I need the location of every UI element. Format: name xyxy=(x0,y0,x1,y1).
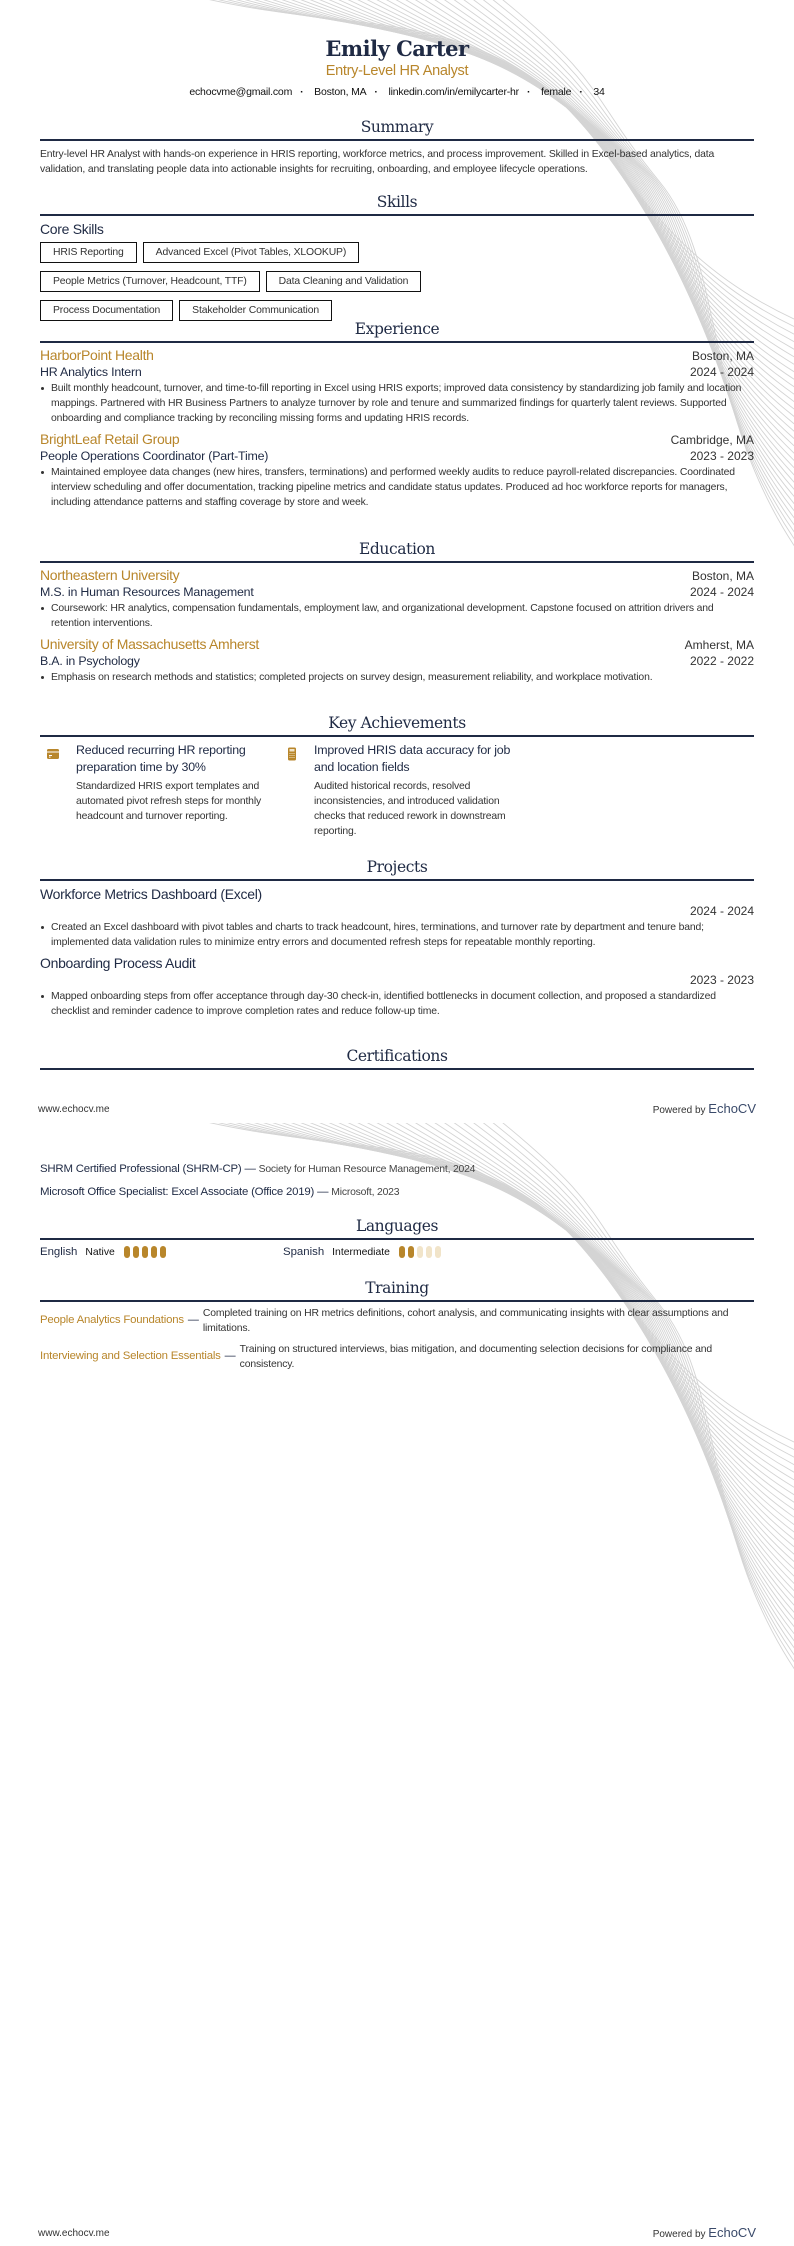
contact-gender: female xyxy=(541,86,572,98)
project-name: Onboarding Process Audit xyxy=(40,955,196,971)
skill-tag: Advanced Excel (Pivot Tables, XLOOKUP) xyxy=(143,242,359,263)
job-bullet: Maintained employee data changes (new hires, transfers, terminations) and performed weekly audits to reduce payroll-related discrepancies. Coordinated interview scheduling and offer documentation, tracking pipeline metrics and candidate status updates. Produced ad hoc workforce reports for managers, including attendance patterns and staffing coverage by store and week. xyxy=(40,465,754,510)
contact-linkedin[interactable]: linkedin.com/in/emilycarter-hr xyxy=(388,86,519,98)
wave-line xyxy=(487,1123,794,1696)
languages-section xyxy=(40,1217,754,1258)
project-bullet: Mapped onboarding steps from offer acceptance through day-30 check-in, identified bottlenecks in document collection, and proposed a standardized checklist and reminder cadence to improve completion rates and reduce follow-up time. xyxy=(40,989,754,1019)
section-heading: Languages xyxy=(40,1217,754,1240)
wave-line xyxy=(457,1123,794,1672)
school-name: University of Massachusetts Amherst xyxy=(40,636,260,652)
summary-text: Entry-level HR Analyst with hands-on experience in HRIS reporting, workforce metrics, and process improvement. Skilled in Excel-based analytics, data validation, and translating people data into actionable insights for recruiting, onboarding, and employee lifecycle operations. xyxy=(40,149,715,175)
skill-tag: Stakeholder Communication xyxy=(179,300,332,321)
project-bullet: Created an Excel dashboard with pivot tables and charts to track headcount, hires, terminations, and turnover rate by department and tenure band; implemented data validation rules to minimize entry errors and documented refresh steps for repeatable monthly reporting. xyxy=(40,920,754,950)
wave-line xyxy=(467,1123,794,1680)
achievement-description: Audited historical records, resolved inconsistencies, and introduced validation checks that reduced rework in downstream reporting. xyxy=(314,781,506,837)
job-title: HR Analytics Intern xyxy=(40,365,142,379)
project-entry xyxy=(40,955,754,1019)
section-heading: Summary xyxy=(40,118,754,141)
rating-pip xyxy=(399,1246,405,1258)
language-rating xyxy=(124,1246,166,1258)
training-description: Completed training on HR metrics definitions, cohort analysis, and communicating insights with clear assumptions and limitations. xyxy=(202,1308,729,1334)
rating-pip xyxy=(435,1246,441,1258)
rating-pip xyxy=(426,1246,432,1258)
project-name: Workforce Metrics Dashboard (Excel) xyxy=(40,886,262,902)
school-location: Amherst, MA xyxy=(684,638,754,652)
projects-section xyxy=(40,858,754,1019)
achievement-item xyxy=(314,742,524,839)
skill-group-title: Core Skills xyxy=(40,221,104,237)
certification-name: Microsoft Office Specialist: Excel Associate (Office 2019) xyxy=(40,1186,315,1198)
language-rating xyxy=(399,1246,441,1258)
rating-pip xyxy=(124,1246,130,1258)
certification-item: SHRM Certified Professional (SHRM-CP) — Society for Human Resource Management, 2024 xyxy=(40,1163,476,1175)
certification-name: SHRM Certified Professional (SHRM-CP) xyxy=(40,1163,242,1175)
achievement-description: Standardized HRIS export templates and automated pivot refresh steps for monthly headcount and turnover reporting. xyxy=(76,781,262,822)
certification-item: Microsoft Office Specialist: Excel Associate (Office 2019) — Microsoft, 2023 xyxy=(40,1186,400,1198)
training-item: Interviewing and Selection Essentials — Training on structured interviews, bias mitigation, and documenting selection decisions for compliance and consistency. xyxy=(40,1342,754,1372)
achievement-title: Improved HRIS data accuracy for job and location fields xyxy=(314,743,511,774)
rating-pip xyxy=(133,1246,139,1258)
job-location: Cambridge, MA xyxy=(670,433,754,447)
wave-line xyxy=(477,1123,794,1688)
degree: M.S. in Human Resources Management xyxy=(40,585,254,599)
company-name: HarborPoint Health xyxy=(40,347,154,363)
achievement-title: Reduced recurring HR reporting preparation time by 30% xyxy=(76,743,246,774)
contact-location: Boston, MA xyxy=(314,86,367,98)
job-dates: 2024 - 2024 xyxy=(689,365,754,379)
wave-line xyxy=(447,1123,794,1664)
footer-site[interactable]: www.echocv.me xyxy=(38,2228,110,2239)
training-name: People Analytics Foundations xyxy=(40,1314,184,1326)
education-dates: 2022 - 2022 xyxy=(689,654,754,668)
section-heading: Certifications xyxy=(40,1047,754,1070)
certification-issuer: Microsoft, 2023 xyxy=(331,1187,400,1198)
resume-page-2 xyxy=(0,1123,794,2246)
language-name: English xyxy=(40,1246,78,1258)
company-name: BrightLeaf Retail Group xyxy=(40,431,180,447)
job-location: Boston, MA xyxy=(691,349,754,363)
training-item: People Analytics Foundations — Completed training on HR metrics definitions, cohort analysis, and communicating insights with clear assumptions and limitations. xyxy=(40,1306,754,1336)
powered-by-label: Powered by xyxy=(652,1105,706,1116)
footer-site[interactable]: www.echocv.me xyxy=(38,1104,110,1115)
section-heading: Training xyxy=(40,1279,754,1302)
project-entry xyxy=(40,886,754,950)
section-heading: Key Achievements xyxy=(40,714,754,737)
skill-tags xyxy=(40,242,540,321)
experience-section xyxy=(40,320,754,510)
certification-list xyxy=(40,1158,754,1204)
training-description: Training on structured interviews, bias mitigation, and documenting selection decisions for compliance and consistency. xyxy=(239,1344,712,1370)
certifications-section xyxy=(40,1047,754,1070)
job-dates: 2023 - 2023 xyxy=(689,449,754,463)
education-bullet: Emphasis on research methods and statistics; completed projects on survey design, measurement reliability, and workplace motivation. xyxy=(40,670,754,685)
section-heading: Education xyxy=(40,540,754,563)
contact-email[interactable]: echocvme@gmail.com xyxy=(189,86,293,98)
project-dates: 2024 - 2024 xyxy=(689,904,754,918)
summary-section xyxy=(40,118,754,177)
education-entry xyxy=(40,636,754,685)
education-section xyxy=(40,540,754,685)
language-level: Intermediate xyxy=(332,1246,390,1258)
section-heading: Projects xyxy=(40,858,754,881)
language-item xyxy=(283,1246,441,1258)
job-bullet: Built monthly headcount, turnover, and time-to-fill reporting in Excel using HRIS exports; improved data consistency by standardizing job family and location mappings. Partnered with HR Business Partners to analyze turnover by role and tenure and summarized findings for quarterly talent reviews. Supported onboarding and compliance tracking by reconciling missing forms and updating HRIS records. xyxy=(40,381,754,426)
certification-issuer: Society for Human Resource Management, 2024 xyxy=(258,1164,476,1175)
card-icon xyxy=(46,747,60,761)
achievement-item xyxy=(76,742,306,824)
contact-age: 34 xyxy=(593,86,605,98)
skill-tag: HRIS Reporting xyxy=(40,242,137,263)
education-entry xyxy=(40,567,754,631)
calculator-icon xyxy=(285,747,299,761)
rating-pip xyxy=(417,1246,423,1258)
skill-tag: Process Documentation xyxy=(40,300,173,321)
candidate-name: Emily Carter xyxy=(325,36,469,61)
experience-entry xyxy=(40,431,754,510)
powered-by-label: Powered by xyxy=(652,2229,706,2240)
project-dates: 2023 - 2023 xyxy=(689,973,754,987)
education-dates: 2024 - 2024 xyxy=(689,585,754,599)
wave-line xyxy=(497,1123,794,1704)
education-bullet: Coursework: HR analytics, compensation fundamentals, employment law, and organizational development. Capstone focused on attrition drivers and retention interventions. xyxy=(40,601,754,631)
rating-pip xyxy=(160,1246,166,1258)
brand-logo[interactable]: EchoCV xyxy=(708,2225,756,2240)
section-heading: Experience xyxy=(40,320,754,343)
footer-powered xyxy=(653,2225,756,2240)
rating-pip xyxy=(151,1246,157,1258)
experience-entry xyxy=(40,347,754,426)
rating-pip xyxy=(142,1246,148,1258)
rating-pip xyxy=(408,1246,414,1258)
language-level: Native xyxy=(85,1246,115,1258)
skills-section xyxy=(40,193,754,321)
candidate-title: Entry-Level HR Analyst xyxy=(325,63,469,79)
school-name: Northeastern University xyxy=(40,567,180,583)
training-name: Interviewing and Selection Essentials xyxy=(40,1350,221,1362)
degree: B.A. in Psychology xyxy=(40,654,140,668)
language-name: Spanish xyxy=(283,1246,325,1258)
brand-logo[interactable]: EchoCV xyxy=(708,1101,756,1116)
training-section xyxy=(40,1279,754,1372)
contact-line: echocvme@gmail.com · Boston, MA · linkedin.com/in/emilycarter-hr · female · 34 xyxy=(189,86,605,98)
skill-tag: Data Cleaning and Validation xyxy=(266,271,422,292)
job-title: People Operations Coordinator (Part-Time) xyxy=(40,449,269,463)
school-location: Boston, MA xyxy=(691,569,754,583)
section-heading: Skills xyxy=(40,193,754,216)
language-item xyxy=(40,1246,283,1258)
skill-tag: People Metrics (Turnover, Headcount, TTF) xyxy=(40,271,260,292)
achievements-section xyxy=(40,714,754,737)
footer-powered xyxy=(653,1101,756,1116)
